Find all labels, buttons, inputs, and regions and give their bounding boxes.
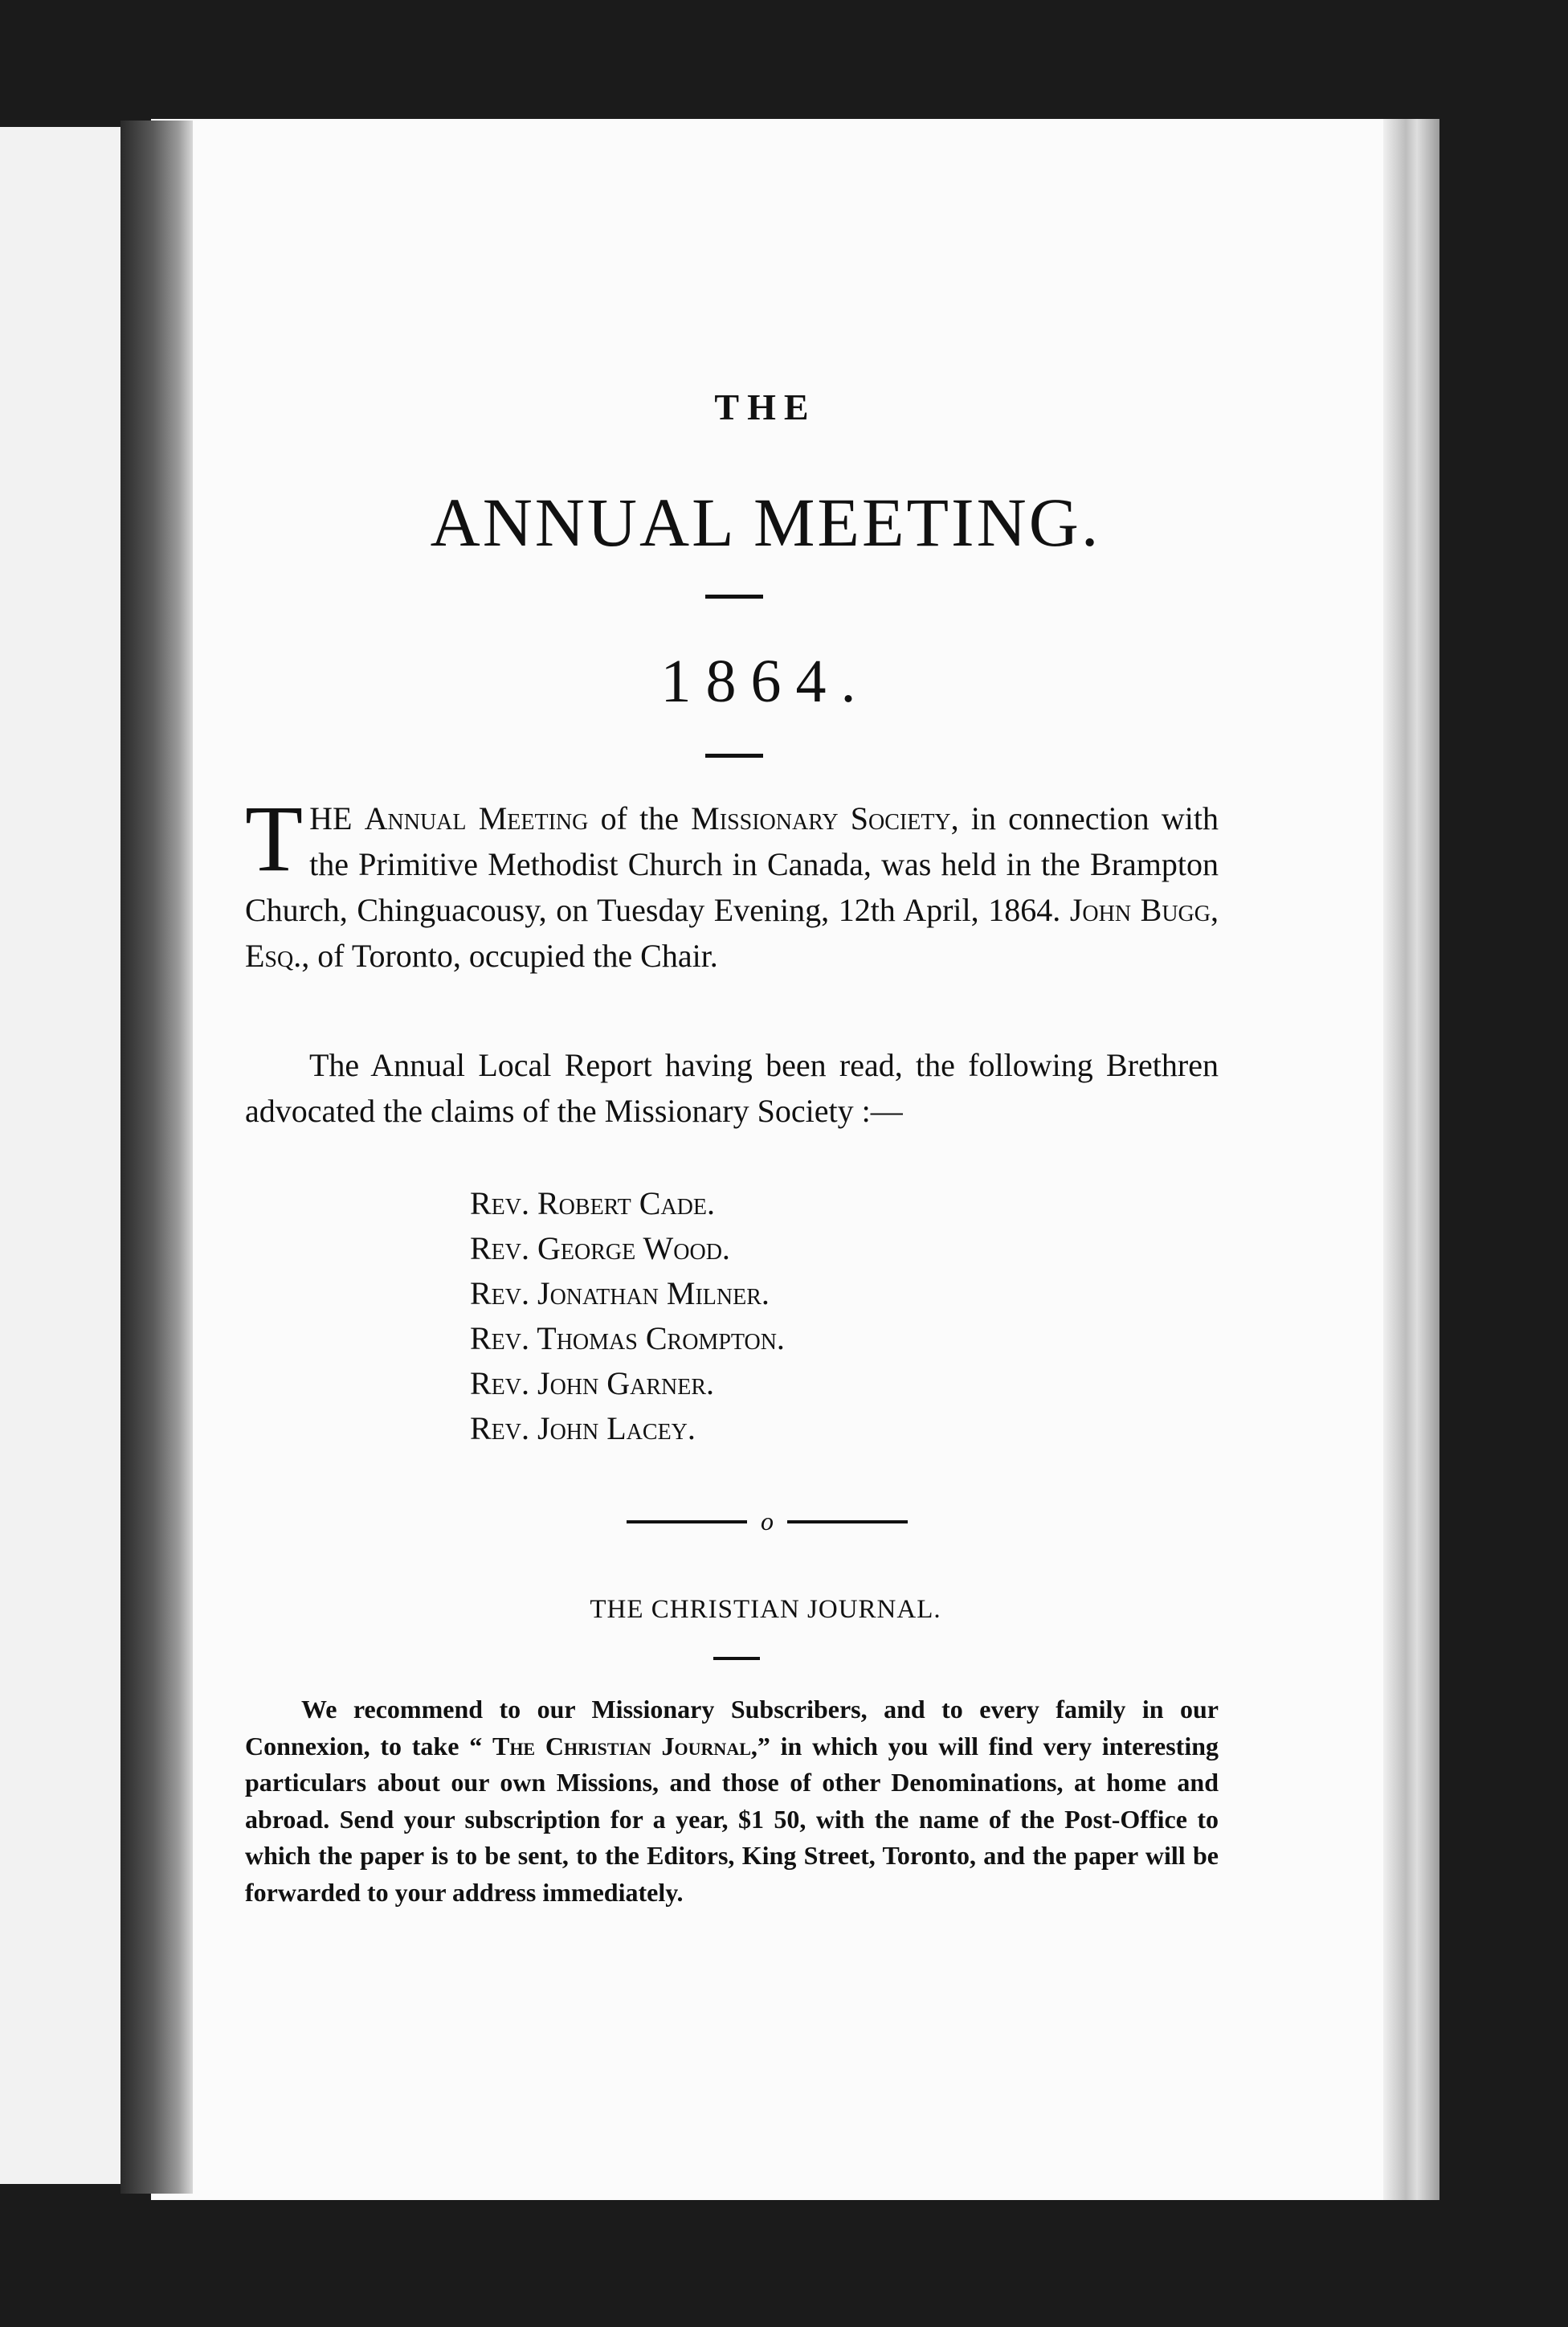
speakers-list (470, 1181, 785, 1451)
heading-the: THE (714, 386, 817, 427)
year-rule (705, 754, 763, 758)
report-paragraph: The Annual Local Report having been read, the following Brethren advocated the claims of the Missionary Society :— (245, 1047, 1219, 1129)
page-title: ANNUAL MEETING. (430, 484, 1101, 561)
year-heading: 1864. (660, 648, 871, 715)
small-caps-text: Annual Meeting (364, 800, 589, 836)
book-gutter (120, 121, 193, 2194)
body-text: ,” in which you will find very interesting particulars about our own Missions, and those of other Denominations, at home and abroad. Send your subscription for a year, $1 50, with the name of the Post-Office to which the paper is to be sent, to the Editors, King Street, Toronto, and the paper will be forwarded to your address immediately. (245, 1731, 1219, 1907)
body-text: , of Toronto, occupied the Chair. (301, 938, 718, 974)
ornament-glyph: o (761, 1507, 774, 1535)
small-caps-text: Missionary Society (691, 800, 951, 836)
speaker-item: Rev. John Garner. (470, 1365, 715, 1401)
speaker-item: Rev. John Lacey. (470, 1410, 696, 1446)
body-text: , in connection with the Primitive Methodist Church in Canada, was held in the Brampton Church, Chinguacousy, on Tuesday Evening, 12th April, 1864. (245, 800, 1219, 928)
meeting-paragraph (245, 786, 1219, 979)
speaker-item: Rev. Thomas Crompton. (470, 1320, 785, 1356)
speaker-item: Rev. George Wood. (470, 1230, 730, 1266)
small-caps-text: John Bugg, Esq. (245, 892, 1219, 974)
body-text: HE (309, 800, 365, 836)
ornament-divider (627, 1503, 908, 1535)
journal-paragraph (245, 1691, 1219, 1911)
body-text: of the (588, 800, 692, 836)
section-title: THE CHRISTIAN JOURNAL. (590, 1595, 941, 1624)
body-text: We recommend to our Missionary Subscribers, and to every family in our Connexion, to take “ (245, 1695, 1219, 1761)
small-caps-text: The Christian Journal (492, 1731, 751, 1761)
title-rule (705, 595, 763, 599)
drop-cap: T (245, 786, 304, 891)
section-rule (713, 1657, 760, 1660)
speaker-item: Rev. Robert Cade. (470, 1185, 716, 1221)
speaker-item: Rev. Jonathan Milner. (470, 1275, 770, 1311)
right-page-edge (1383, 119, 1439, 2200)
